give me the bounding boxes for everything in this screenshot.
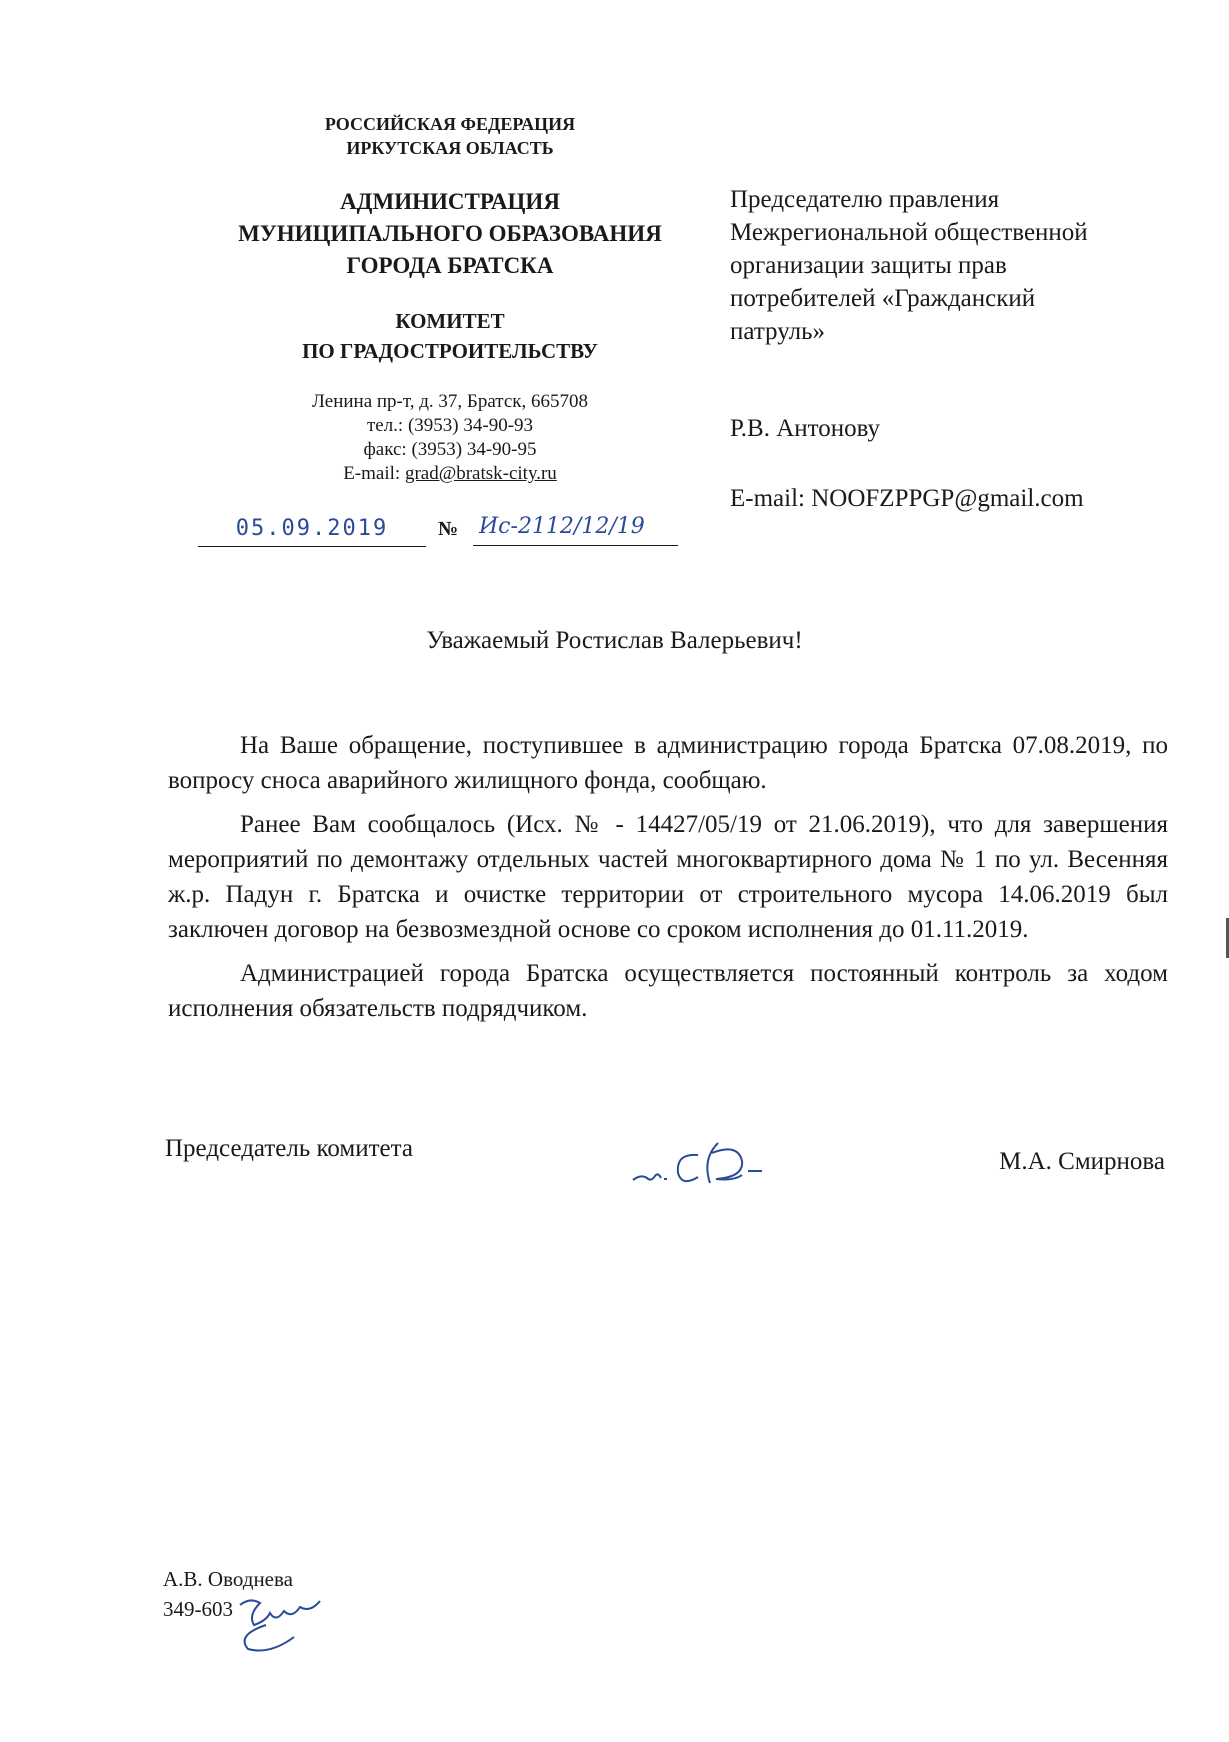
letterhead-admin-line: АДМИНИСТРАЦИЯ (340, 189, 560, 214)
letter-paragraph: Ранее Вам сообщалось (Исх. № - 14427/05/19 от 21.06.2019), что для завершения мероприятий по демонтажу отдельных частей многоквартирного дома № 1 по ул. Весенняя ж.р. Падун г. Братска и очистке территории от строительного мусора 14.06.2019 был заключен договор на безвозмездной основе со сроком исполнения до 01.11.2019. (168, 811, 1168, 943)
letterhead-email-link[interactable]: grad@bratsk-city.ru (404, 463, 557, 484)
letterhead (205, 112, 695, 486)
registration-date: 05.09.2019 (198, 512, 426, 547)
letterhead-committee-line: КОМИТЕТ (395, 309, 505, 333)
signatory-name: М.А. Смирнова (999, 1148, 1165, 1175)
addressee-name: Р.В. Антонову (730, 415, 881, 442)
letterhead-address: Ленина пр-т, д. 37, Братск, 665708 (312, 391, 588, 412)
executor-phone: 349-603 (163, 1597, 233, 1621)
registration-number-label: № (438, 518, 459, 540)
letterhead-fax: факс: (3953) 34-90-95 (363, 439, 537, 460)
letter-body (168, 728, 1168, 1035)
letterhead-email-row (205, 462, 695, 486)
letterhead-region (205, 112, 695, 160)
registration-line (198, 512, 678, 552)
letterhead-committee-line: ПО ГРАДОСТРОИТЕЛЬСТВУ (302, 339, 598, 363)
addressee-line: патруль» (730, 318, 826, 345)
letter-paragraph: На Ваше обращение, поступившее в администрацию города Братска 07.08.2019, по вопросу сноса аварийного жилищного фонда, сообщаю. (168, 732, 1168, 794)
signatory-title: Председатель комитета (165, 1135, 413, 1162)
addressee-line: Межрегиональной общественной (730, 219, 1088, 246)
addressee-line: потребителей «Гражданский (730, 285, 1036, 312)
letter-paragraph: Администрацией города Братска осуществляется постоянный контроль за ходом исполнения обязательств подрядчиком. (168, 960, 1168, 1022)
letterhead-admin-line: ГОРОДА БРАТСКА (346, 253, 554, 278)
letterhead-contacts (205, 390, 695, 486)
salutation: Уважаемый Ростислав Валерьевич! (426, 627, 803, 654)
letterhead-admin-line: МУНИЦИПАЛЬНОГО ОБРАЗОВАНИЯ (238, 221, 662, 246)
executor-name: А.В. Оводнева (163, 1567, 293, 1591)
letterhead-email-label: E-mail: (343, 463, 405, 484)
letterhead-country: РОССИЙСКАЯ ФЕДЕРАЦИЯ (324, 114, 576, 134)
letterhead-oblast: ИРКУТСКАЯ ОБЛАСТЬ (346, 138, 554, 158)
letterhead-phone: тел.: (3953) 34-90-93 (366, 415, 534, 436)
handwritten-signature (628, 1135, 808, 1195)
addressee-line: организации защиты прав (730, 252, 1007, 279)
letterhead-administration (205, 186, 695, 282)
letterhead-committee (205, 306, 695, 366)
registration-number: Ис-2112/12/19 (473, 512, 678, 546)
addressee-line: Председателю правления (730, 186, 1000, 213)
executor-signature (232, 1585, 352, 1655)
addressee-block (730, 183, 1200, 348)
addressee-email: E-mail: NOOFZPPGP@gmail.com (730, 485, 1084, 512)
